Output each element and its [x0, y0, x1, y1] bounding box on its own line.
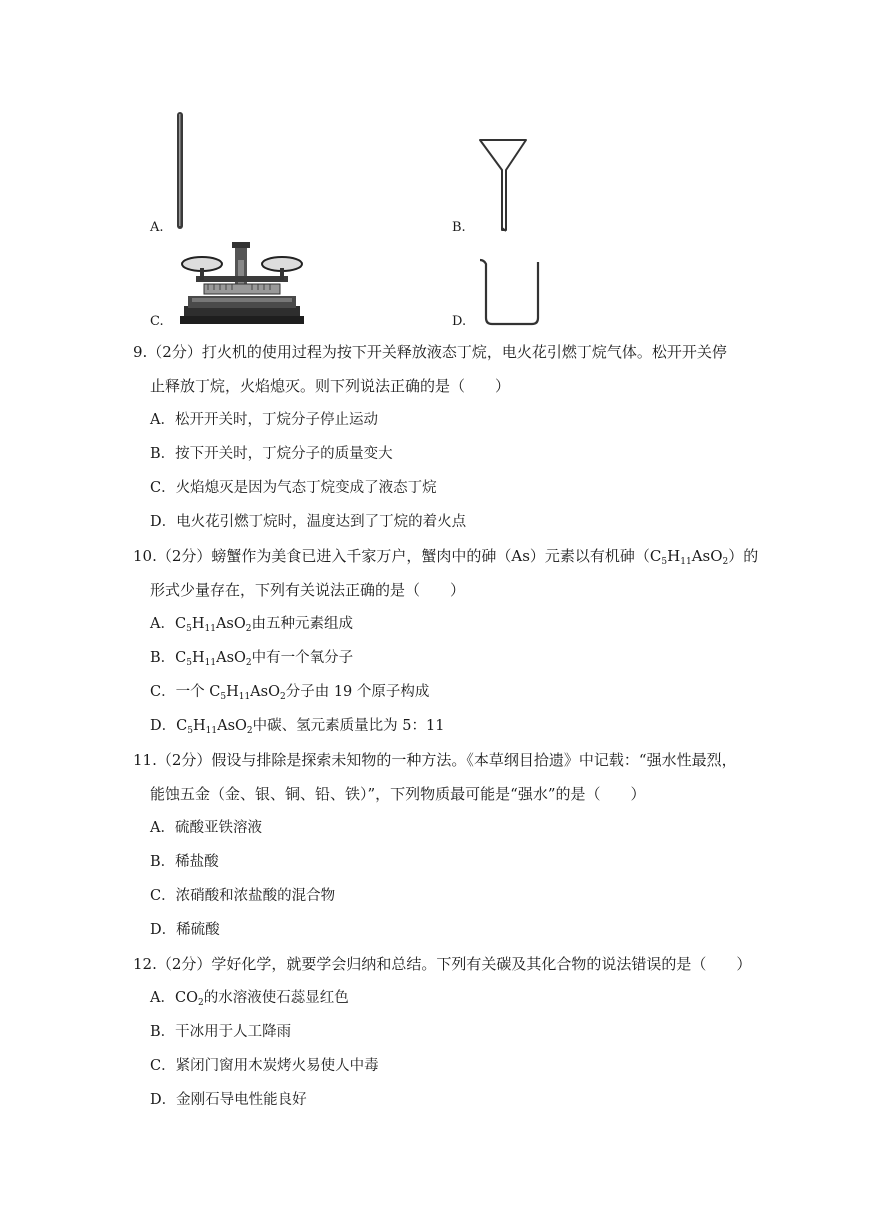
option-prefix: A．CO: [150, 990, 198, 1006]
question-12-stem: 12.（2分）学好化学，就要学会归纳和总结。下列有关碳及其化合物的说法错误的是（ ）: [133, 955, 752, 973]
question-11-stem-line1: 11.（2分）假设与排除是探索未知物的一种方法。《本草纲目拾遗》中记载：“强水性最烈，: [133, 751, 737, 769]
question-10-option-a: [150, 615, 353, 633]
option-text: 由五种元素组成: [251, 616, 353, 632]
formula-sub: 2: [245, 624, 252, 634]
formula-c: C: [174, 616, 187, 632]
question-10-stem-line1: [133, 547, 758, 565]
formula-aso: AsO: [250, 684, 280, 700]
option-text: 的水溶液使石蕊显红色: [203, 990, 349, 1006]
formula-sub: 5: [186, 658, 192, 668]
question-10-option-d: [150, 717, 444, 735]
formula-sub: 2: [246, 726, 253, 736]
option-text: 中有一个氧分子: [251, 650, 354, 666]
formula-aso: AsO: [217, 718, 247, 734]
question-9-option-a: A．松开开关时，丁烷分子停止运动: [150, 412, 378, 428]
formula-sub: 5: [187, 726, 193, 736]
question-12-option-d: D．金刚石导电性能良好: [150, 1092, 307, 1108]
formula-h: H: [191, 616, 205, 632]
formula-h: H: [226, 684, 239, 700]
question-12-option-a: [150, 989, 349, 1007]
formula-aso: AsO: [215, 616, 246, 632]
formula-aso: AsO: [216, 650, 246, 666]
option-prefix: A．: [150, 616, 175, 632]
formula-c: C: [209, 684, 221, 700]
question-10-option-c: [150, 683, 429, 701]
question-9-option-d: D．电火花引燃丁烷时，温度达到了丁烷的着火点: [150, 514, 467, 530]
option-text: 分子由 19 个原子构成: [285, 684, 430, 700]
question-10-stem-line2: 形式少量存在，下列有关说法正确的是（ ）: [150, 581, 466, 599]
formula-sub: 11: [204, 658, 217, 668]
question-11-option-c: C．浓硝酸和浓盐酸的混合物: [150, 888, 336, 904]
q10-formula-o-count: 2: [722, 557, 729, 567]
formula-c: C: [176, 718, 188, 734]
formula-c: C: [175, 650, 187, 666]
question-12-option-b: B．干冰用于人工降雨: [150, 1024, 292, 1040]
formula-h: H: [192, 650, 205, 666]
option-prefix: B．: [150, 650, 176, 666]
question-9-option-b: B．按下开关时，丁烷分子的质量变大: [150, 446, 393, 462]
formula-sub: 11: [205, 726, 218, 736]
glass-rod-icon: [175, 112, 187, 230]
q10-formula-h: H: [667, 547, 681, 565]
balance-scale-icon: [178, 240, 306, 326]
question-9-option-c: C．火焰熄灭是因为气态丁烷变成了液态丁烷: [150, 480, 437, 496]
formula-sub: 2: [197, 998, 204, 1008]
formula-sub: 11: [204, 624, 216, 634]
funnel-icon: [478, 138, 528, 233]
q10-stem-tail: ）的: [728, 547, 759, 565]
q10-formula-aso: AsO: [691, 547, 723, 565]
option-label-a: A.: [150, 220, 164, 235]
q10-formula-c-count: 5: [661, 557, 668, 567]
formula-sub: 2: [245, 658, 252, 668]
question-11-option-d: D．稀硫酸: [150, 922, 220, 938]
option-prefix: D．: [150, 718, 177, 734]
formula-sub: 11: [238, 692, 251, 702]
question-9-stem-line2: 止释放丁烷，火焰熄灭。则下列说法正确的是（ ）: [150, 377, 511, 395]
formula-h: H: [192, 718, 206, 734]
option-text: 中碳、氢元素质量比为 5：11: [252, 718, 445, 734]
formula-sub: 5: [186, 624, 192, 634]
option-label-c: C.: [150, 314, 164, 329]
formula-sub: 5: [220, 692, 227, 702]
beaker-icon: [478, 258, 544, 328]
q10-formula-h-count: 11: [680, 557, 692, 567]
option-label-d: D.: [452, 314, 467, 329]
question-11-stem-line2: 能蚀五金（金、银、铜、铅、铁）”，下列物质最可能是“强水”的是（ ）: [150, 785, 646, 803]
question-9-stem-line1: 9.（2分）打火机的使用过程为按下开关释放液态丁烷，电火花引燃丁烷气体。松开开关停: [133, 343, 727, 361]
q10-stem-text: 10.（2分）螃蟹作为美食已进入千家万户，蟹肉中的砷（As）元素以有机砷（C: [133, 547, 662, 565]
option-label-b: B.: [452, 220, 466, 235]
option-prefix: C．一个: [150, 684, 210, 700]
question-10-option-b: [150, 649, 353, 667]
formula-sub: 2: [279, 692, 286, 702]
question-12-option-c: C．紧闭门窗用木炭烤火易使人中毒: [150, 1058, 379, 1074]
question-11-option-a: A．硫酸亚铁溶液: [150, 820, 262, 836]
question-11-option-b: B．稀盐酸: [150, 854, 219, 870]
